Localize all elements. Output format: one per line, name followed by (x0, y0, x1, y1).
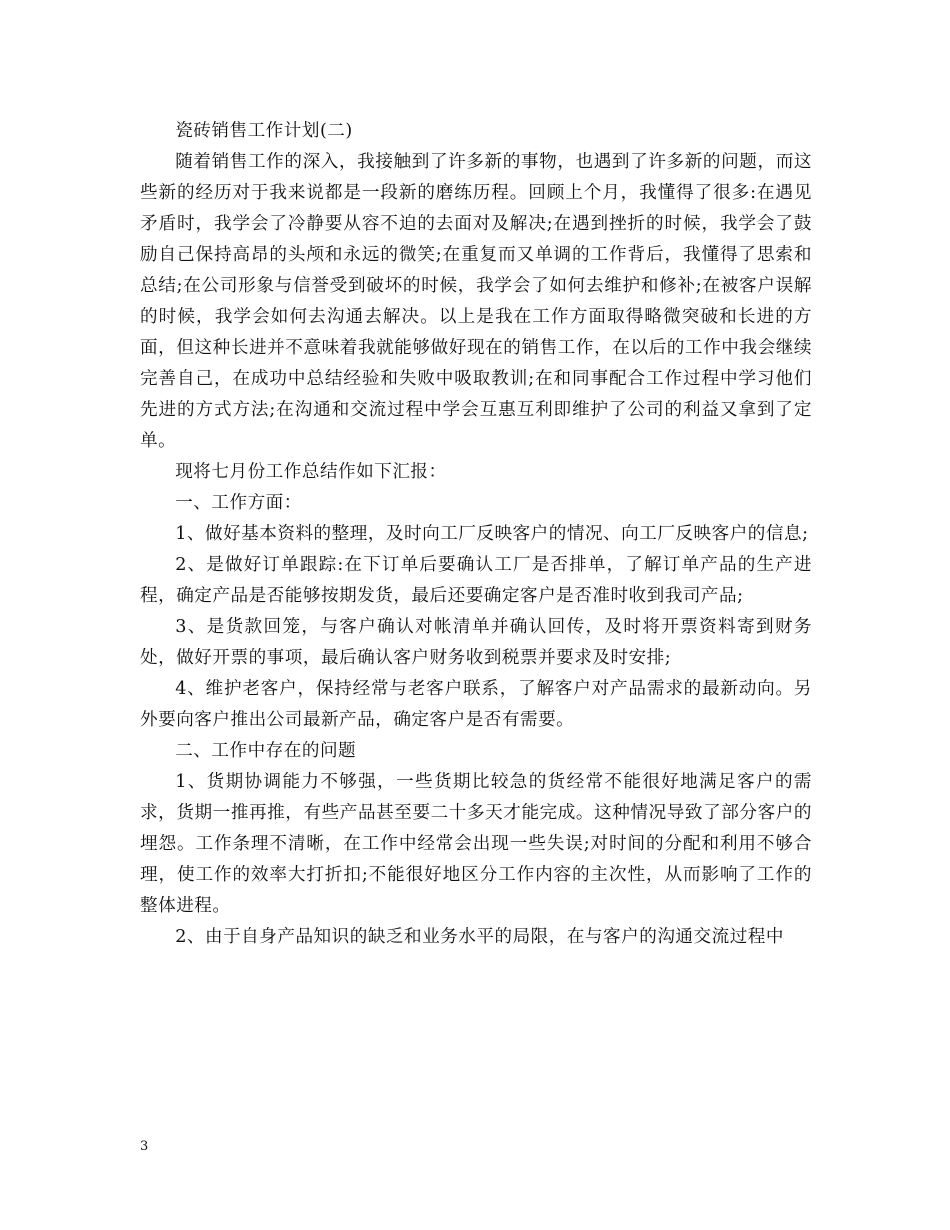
intro-paragraph: 随着销售工作的深入，我接触到了许多新的事物，也遇到了许多新的问题，而这些新的经历对于我来说都是一段新的磨练历程。回顾上个月，我懂得了很多:在遇见矛盾时，我学会了冷静要从容不迫的去面对及解决;在遇到挫折的时候，我学会了鼓励自己保持高昂的头颅和永远的微笑;在重复而又单调的工作背后，我懂得了思索和总结;在公司形象与信誉受到破坏的时候，我学会了如何去维护和修补;在被客户误解的时候，我学会如何去沟通去解决。以上是我在工作方面取得略微突破和长进的方面，但这种长进并不意味着我就能够做好现在的销售工作，在以后的工作中我会继续完善自己，在成功中总结经验和失败中吸取教训;在和同事配合工作过程中学习他们先进的方式方法;在沟通和交流过程中学会互惠互利即维护了公司的利益又拿到了定单。 (140, 152, 812, 451)
work-item-4: 4、维护老客户，保持经常与老客户联系，了解客户对产品需求的最新动向。另外要向客户推出公司最新产品，确定客户是否有需要。 (140, 679, 812, 730)
report-intro-line: 现将七月份工作总结作如下汇报： (175, 462, 447, 482)
page-number: 3 (140, 1139, 149, 1154)
document-body (140, 116, 812, 953)
problem-item-1: 1、货期协调能力不够强，一些货期比较急的货经常不能很好地满足客户的需求，货期一推再推，有些产品甚至要二十多天才能完成。这种情况导致了部分客户的埋怨。工作条理不清晰，在工作中经常会出现一些失误;对时间的分配和利用不够合理，使工作的效率大打折扣;不能很好地区分工作内容的主次性，从而影响了工作的整体进程。 (140, 772, 812, 916)
work-item-1: 1、做好基本资料的整理，及时向工厂反映客户的情况、向工厂反映客户的信息; (175, 524, 809, 544)
work-item-3: 3、是货款回笼，与客户确认对帐清单并确认回传，及时将开票资料寄到财务处，做好开票的事项，最后确认客户财务收到税票并要求及时安排; (140, 617, 812, 668)
problem-item-2: 2、由于自身产品知识的缺乏和业务水平的局限，在与客户的沟通交流过程中 (175, 927, 784, 947)
work-item-2: 2、是做好订单跟踪:在下订单后要确认工厂是否排单，了解订单产品的生产进程，确定产品是否能够按期发货，最后还要确定客户是否准时收到我司产品; (140, 555, 812, 606)
document-title: 瓷砖销售工作计划(二) (175, 121, 353, 141)
section-heading-problems: 二、工作中存在的问题 (175, 741, 357, 761)
section-heading-work: 一、工作方面： (175, 493, 302, 513)
